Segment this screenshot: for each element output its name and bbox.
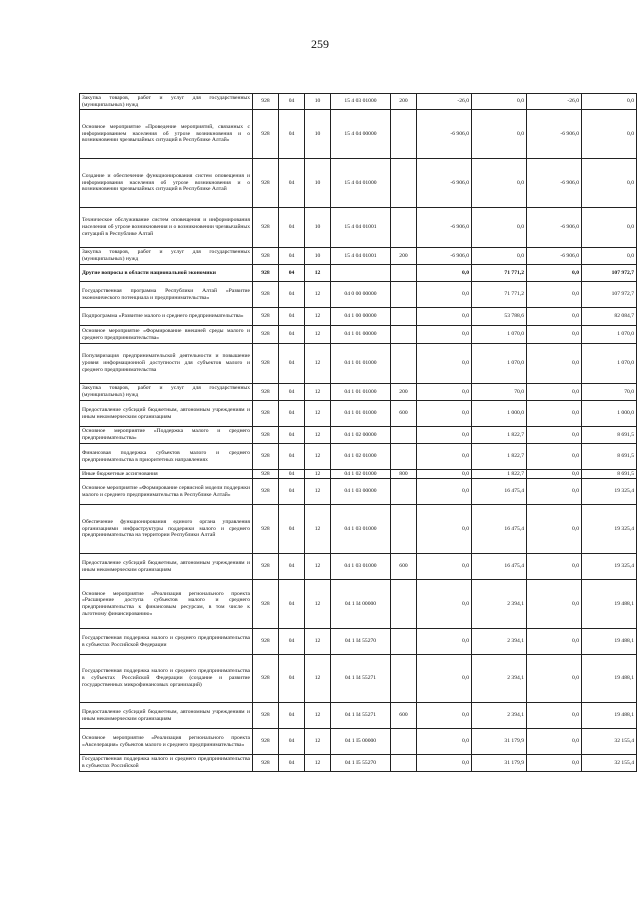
row-name-cell: Обеспечение функционирования единого органа управления организациями инфраструктуры поддержки малого и среднего предпринимательства на территории Республики Алтай — [80, 505, 253, 554]
target-article-cell: 04 0 00 00000 — [331, 282, 391, 308]
section-cell: 04 — [279, 729, 305, 755]
expense-type-cell — [391, 308, 417, 326]
amount-year2-cell: 19 488,1 — [582, 655, 637, 703]
target-article-cell: 04 1 01 01000 — [331, 384, 391, 401]
amount-change-year1-cell: 0,0 — [417, 444, 472, 470]
target-article-cell — [331, 265, 391, 282]
section-cell: 04 — [279, 384, 305, 401]
subsection-cell: 12 — [305, 629, 331, 655]
amount-year2-cell: 1 070,0 — [582, 326, 637, 344]
amount-change-year1-cell: 0,0 — [417, 554, 472, 580]
grbs-cell: 928 — [253, 703, 279, 729]
subsection-cell: 10 — [305, 159, 331, 208]
row-name-cell: Государственная поддержка малого и среднего предпринимательства в субъектах Российской — [80, 755, 253, 772]
row-name-cell: Предоставление субсидий бюджетным, автономным учреждениям и иным некоммерческим организациям — [80, 554, 253, 580]
table-row — [80, 629, 637, 655]
subsection-cell: 12 — [305, 729, 331, 755]
table-row — [80, 444, 637, 470]
expense-type-cell: 200 — [391, 94, 417, 110]
amount-change-year1-cell: 0,0 — [417, 427, 472, 444]
table-row — [80, 159, 637, 208]
amount-change-year1-cell: 0,0 — [417, 308, 472, 326]
amount-year1-cell: 70,0 — [472, 384, 527, 401]
amount-year2-cell: 107 972,7 — [582, 282, 637, 308]
subsection-cell: 12 — [305, 344, 331, 384]
row-name-cell: Финансовая поддержка субъектов малого и среднего предпринимательства в приоритетных направлениях — [80, 444, 253, 470]
amount-year1-cell: 16 475,4 — [472, 505, 527, 554]
amount-change-year1-cell: 0,0 — [417, 401, 472, 427]
target-article-cell: 15 4 04 00000 — [331, 110, 391, 159]
amount-change-year1-cell: 0,0 — [417, 729, 472, 755]
table-row — [80, 401, 637, 427]
table-row — [80, 427, 637, 444]
expense-type-cell — [391, 265, 417, 282]
amount-year2-cell: 19 325,4 — [582, 479, 637, 505]
amount-change-year1-cell: 0,0 — [417, 580, 472, 629]
amount-change-year1-cell: 0,0 — [417, 282, 472, 308]
row-name-cell: Создание и обеспечение функционирования систем оповещения и информирования населения об угрозе возникновения и о возникновении чрезвычайных ситуаций в Республике Алтай — [80, 159, 253, 208]
amount-year1-cell: 71 771,2 — [472, 265, 527, 282]
section-cell: 04 — [279, 344, 305, 384]
amount-change-year2-cell: 0,0 — [527, 344, 582, 384]
amount-year2-cell: 8 691,5 — [582, 444, 637, 470]
amount-year2-cell: 70,0 — [582, 384, 637, 401]
amount-year1-cell: 1 070,0 — [472, 344, 527, 384]
grbs-cell: 928 — [253, 159, 279, 208]
row-name-cell: Основное мероприятие «Формирование сервисной модели поддержки малого и среднего предпринимательства в Республике Алтай» — [80, 479, 253, 505]
subsection-cell: 12 — [305, 444, 331, 470]
amount-year2-cell: 0,0 — [582, 94, 637, 110]
amount-year1-cell: 0,0 — [472, 94, 527, 110]
amount-change-year1-cell: -6 906,0 — [417, 159, 472, 208]
amount-year1-cell: 1 822,7 — [472, 427, 527, 444]
subsection-cell: 10 — [305, 248, 331, 265]
target-article-cell: 04 1 01 00000 — [331, 326, 391, 344]
expense-type-cell — [391, 444, 417, 470]
expense-type-cell — [391, 282, 417, 308]
section-cell: 04 — [279, 479, 305, 505]
amount-change-year1-cell: 0,0 — [417, 326, 472, 344]
amount-change-year1-cell: -6 906,0 — [417, 248, 472, 265]
expense-type-cell — [391, 629, 417, 655]
subsection-cell: 12 — [305, 265, 331, 282]
section-cell: 04 — [279, 470, 305, 479]
subsection-cell: 10 — [305, 94, 331, 110]
subsection-cell: 12 — [305, 655, 331, 703]
amount-change-year2-cell: 0,0 — [527, 326, 582, 344]
target-article-cell: 04 1 I5 55270 — [331, 755, 391, 772]
amount-year2-cell: 1 070,0 — [582, 344, 637, 384]
amount-year2-cell: 19 488,1 — [582, 580, 637, 629]
section-cell: 04 — [279, 401, 305, 427]
table-row — [80, 384, 637, 401]
amount-year1-cell: 31 179,9 — [472, 755, 527, 772]
expense-type-cell: 200 — [391, 248, 417, 265]
expense-type-cell: 600 — [391, 554, 417, 580]
amount-year1-cell: 2 394,1 — [472, 580, 527, 629]
budget-table — [79, 93, 637, 772]
amount-year1-cell: 0,0 — [472, 159, 527, 208]
grbs-cell: 928 — [253, 265, 279, 282]
budget-table-body — [80, 94, 637, 772]
table-row — [80, 479, 637, 505]
subsection-cell: 12 — [305, 470, 331, 479]
amount-year2-cell: 32 155,4 — [582, 755, 637, 772]
section-cell: 04 — [279, 703, 305, 729]
amount-year1-cell: 16 475,4 — [472, 479, 527, 505]
amount-change-year1-cell: 0,0 — [417, 655, 472, 703]
amount-year2-cell: 0,0 — [582, 248, 637, 265]
section-cell: 04 — [279, 505, 305, 554]
row-name-cell: Иные бюджетные ассигнования — [80, 470, 253, 479]
amount-change-year2-cell: 0,0 — [527, 505, 582, 554]
grbs-cell: 928 — [253, 326, 279, 344]
amount-change-year2-cell: -6 906,0 — [527, 110, 582, 159]
grbs-cell: 928 — [253, 629, 279, 655]
grbs-cell: 928 — [253, 505, 279, 554]
target-article-cell: 04 1 I4 00000 — [331, 580, 391, 629]
target-article-cell: 04 1 00 00000 — [331, 308, 391, 326]
subsection-cell: 10 — [305, 208, 331, 248]
table-row — [80, 94, 637, 110]
section-cell: 04 — [279, 326, 305, 344]
amount-year2-cell: 0,0 — [582, 110, 637, 159]
row-name-cell: Подпрограмма «Развитие малого и среднего предпринимательства» — [80, 308, 253, 326]
table-row — [80, 505, 637, 554]
expense-type-cell — [391, 729, 417, 755]
amount-change-year1-cell: 0,0 — [417, 505, 472, 554]
section-cell: 04 — [279, 208, 305, 248]
grbs-cell: 928 — [253, 479, 279, 505]
amount-change-year1-cell: 0,0 — [417, 629, 472, 655]
expense-type-cell: 800 — [391, 470, 417, 479]
subsection-cell: 12 — [305, 755, 331, 772]
row-name-cell: Основное мероприятие «Реализация регионального проекта «Акселерация» субъектов малого и среднего предпринимательства» — [80, 729, 253, 755]
amount-year1-cell: 31 179,9 — [472, 729, 527, 755]
row-name-cell: Государственная поддержка малого и среднего предпринимательства в субъектах Российской Федерации — [80, 629, 253, 655]
grbs-cell: 928 — [253, 344, 279, 384]
row-name-cell: Основное мероприятие «Реализация регионального проекта «Расширение доступа субъектов малого и среднего предпринимательства к финансовым ресурсам, в том числе к льготному финансированию» — [80, 580, 253, 629]
row-name-cell: Государственная программа Республики Алтай «Развитие экономического потенциала и предпринимательства» — [80, 282, 253, 308]
grbs-cell: 928 — [253, 248, 279, 265]
amount-year2-cell: 1 000,0 — [582, 401, 637, 427]
amount-year2-cell: 19 325,4 — [582, 505, 637, 554]
target-article-cell: 04 1 03 01000 — [331, 505, 391, 554]
amount-change-year2-cell: -6 906,0 — [527, 248, 582, 265]
amount-change-year1-cell: 0,0 — [417, 703, 472, 729]
grbs-cell: 928 — [253, 470, 279, 479]
row-name-cell: Популяризация предпринимательской деятельности и повышение уровня информационной доступности для субъектов малого и среднего предпринимательства — [80, 344, 253, 384]
amount-year2-cell: 107 972,7 — [582, 265, 637, 282]
row-name-cell: Техническое обслуживание систем оповещения и информирования населения об угрозе возникновения и о возникновении чрезвычайных ситуаций в Республике Алтай — [80, 208, 253, 248]
table-row — [80, 729, 637, 755]
table-row — [80, 703, 637, 729]
target-article-cell: 15 4 04 01000 — [331, 159, 391, 208]
amount-change-year1-cell: -26,0 — [417, 94, 472, 110]
amount-year1-cell: 2 394,1 — [472, 703, 527, 729]
table-row — [80, 110, 637, 159]
grbs-cell: 928 — [253, 308, 279, 326]
row-name-cell: Основное мероприятие «Формирование внешней среды малого и среднего предпринимательства» — [80, 326, 253, 344]
row-name-cell: Основное мероприятие «Проведение мероприятий, связанных с информированием населения об угрозе возникновения и о возникновении чрезвычайных ситуаций в Республике Алтай» — [80, 110, 253, 159]
amount-year2-cell: 19 488,1 — [582, 703, 637, 729]
amount-change-year2-cell: 0,0 — [527, 655, 582, 703]
target-article-cell: 04 1 02 00000 — [331, 427, 391, 444]
grbs-cell: 928 — [253, 110, 279, 159]
amount-change-year1-cell: -6 906,0 — [417, 208, 472, 248]
target-article-cell: 04 1 I4 55270 — [331, 629, 391, 655]
target-article-cell: 04 1 02 01000 — [331, 444, 391, 470]
amount-change-year2-cell: -6 906,0 — [527, 208, 582, 248]
subsection-cell: 12 — [305, 326, 331, 344]
grbs-cell: 928 — [253, 208, 279, 248]
grbs-cell: 928 — [253, 427, 279, 444]
table-row — [80, 208, 637, 248]
amount-year1-cell: 1 822,7 — [472, 470, 527, 479]
amount-change-year1-cell: 0,0 — [417, 265, 472, 282]
expense-type-cell — [391, 326, 417, 344]
amount-year1-cell: 53 788,6 — [472, 308, 527, 326]
subsection-cell: 12 — [305, 554, 331, 580]
row-name-cell: Закупка товаров, работ и услуг для государственных (муниципальных) нужд — [80, 384, 253, 401]
table-row — [80, 308, 637, 326]
amount-year1-cell: 2 394,1 — [472, 629, 527, 655]
expense-type-cell: 600 — [391, 401, 417, 427]
target-article-cell: 04 1 01 01000 — [331, 401, 391, 427]
target-article-cell: 04 1 I5 00000 — [331, 729, 391, 755]
amount-change-year2-cell: 0,0 — [527, 265, 582, 282]
amount-change-year1-cell: 0,0 — [417, 470, 472, 479]
subsection-cell: 12 — [305, 401, 331, 427]
expense-type-cell — [391, 110, 417, 159]
target-article-cell: 15 4 04 01001 — [331, 208, 391, 248]
amount-year2-cell: 0,0 — [582, 159, 637, 208]
section-cell: 04 — [279, 282, 305, 308]
amount-year1-cell: 0,0 — [472, 208, 527, 248]
subsection-cell: 12 — [305, 479, 331, 505]
amount-year2-cell: 8 691,5 — [582, 470, 637, 479]
section-cell: 04 — [279, 629, 305, 655]
expense-type-cell — [391, 580, 417, 629]
expense-type-cell — [391, 159, 417, 208]
amount-change-year2-cell: 0,0 — [527, 703, 582, 729]
section-cell: 04 — [279, 308, 305, 326]
subsection-cell: 12 — [305, 505, 331, 554]
row-name-cell: Закупка товаров, работ и услуг для государственных (муниципальных) нужд — [80, 248, 253, 265]
table-row — [80, 282, 637, 308]
target-article-cell: 04 1 02 01000 — [331, 470, 391, 479]
amount-change-year2-cell: -26,0 — [527, 94, 582, 110]
amount-change-year1-cell: 0,0 — [417, 755, 472, 772]
target-article-cell: 04 1 I4 55271 — [331, 655, 391, 703]
amount-change-year2-cell: 0,0 — [527, 444, 582, 470]
amount-year1-cell: 71 771,2 — [472, 282, 527, 308]
amount-change-year2-cell: 0,0 — [527, 282, 582, 308]
amount-year2-cell: 32 155,4 — [582, 729, 637, 755]
grbs-cell: 928 — [253, 282, 279, 308]
amount-year2-cell: 8 691,5 — [582, 427, 637, 444]
amount-year1-cell: 2 394,1 — [472, 655, 527, 703]
subsection-cell: 12 — [305, 580, 331, 629]
target-article-cell: 04 1 I4 55271 — [331, 703, 391, 729]
grbs-cell: 928 — [253, 755, 279, 772]
row-name-cell: Предоставление субсидий бюджетным, автономным учреждениям и иным некоммерческим организациям — [80, 703, 253, 729]
expense-type-cell: 600 — [391, 703, 417, 729]
grbs-cell: 928 — [253, 729, 279, 755]
amount-change-year1-cell: 0,0 — [417, 344, 472, 384]
row-name-cell: Закупка товаров, работ и услуг для государственных (муниципальных) нужд — [80, 94, 253, 110]
subsection-cell: 12 — [305, 703, 331, 729]
amount-change-year2-cell: 0,0 — [527, 470, 582, 479]
row-name-cell: Основное мероприятие «Поддержка малого и среднего предпринимательства» — [80, 427, 253, 444]
target-article-cell: 04 1 01 01000 — [331, 344, 391, 384]
expense-type-cell — [391, 344, 417, 384]
subsection-cell: 10 — [305, 110, 331, 159]
target-article-cell: 04 1 03 01000 — [331, 554, 391, 580]
section-cell: 04 — [279, 444, 305, 470]
expense-type-cell — [391, 208, 417, 248]
amount-change-year2-cell: 0,0 — [527, 479, 582, 505]
expense-type-cell — [391, 655, 417, 703]
table-row — [80, 326, 637, 344]
amount-change-year1-cell: 0,0 — [417, 384, 472, 401]
grbs-cell: 928 — [253, 401, 279, 427]
section-cell: 04 — [279, 427, 305, 444]
table-row — [80, 470, 637, 479]
amount-year1-cell: 1 000,0 — [472, 401, 527, 427]
subsection-cell: 12 — [305, 308, 331, 326]
row-name-cell: Другие вопросы в области национальной экономики — [80, 265, 253, 282]
target-article-cell: 15 4 04 01001 — [331, 248, 391, 265]
table-row — [80, 554, 637, 580]
table-row — [80, 580, 637, 629]
amount-change-year2-cell: 0,0 — [527, 401, 582, 427]
grbs-cell: 928 — [253, 655, 279, 703]
target-article-cell: 04 1 03 00000 — [331, 479, 391, 505]
amount-year2-cell: 19 488,1 — [582, 629, 637, 655]
table-row — [80, 344, 637, 384]
amount-year2-cell: 82 084,7 — [582, 308, 637, 326]
grbs-cell: 928 — [253, 384, 279, 401]
expense-type-cell — [391, 505, 417, 554]
expense-type-cell — [391, 479, 417, 505]
table-row — [80, 248, 637, 265]
grbs-cell: 928 — [253, 580, 279, 629]
amount-year1-cell: 1 070,0 — [472, 326, 527, 344]
amount-change-year2-cell: 0,0 — [527, 629, 582, 655]
amount-year1-cell: 16 475,4 — [472, 554, 527, 580]
grbs-cell: 928 — [253, 444, 279, 470]
section-cell: 04 — [279, 110, 305, 159]
section-cell: 04 — [279, 655, 305, 703]
table-row — [80, 755, 637, 772]
amount-change-year1-cell: 0,0 — [417, 479, 472, 505]
amount-change-year2-cell: 0,0 — [527, 755, 582, 772]
target-article-cell: 15 4 03 01000 — [331, 94, 391, 110]
amount-year2-cell: 0,0 — [582, 208, 637, 248]
row-name-cell: Предоставление субсидий бюджетным, автономным учреждениям и иным некоммерческим организациям — [80, 401, 253, 427]
section-cell: 04 — [279, 248, 305, 265]
page-number: 259 — [311, 37, 329, 51]
subsection-cell: 12 — [305, 282, 331, 308]
table-row — [80, 655, 637, 703]
amount-change-year2-cell: 0,0 — [527, 554, 582, 580]
section-cell: 04 — [279, 580, 305, 629]
expense-type-cell: 200 — [391, 384, 417, 401]
amount-year1-cell: 0,0 — [472, 248, 527, 265]
row-name-cell: Государственная поддержка малого и среднего предпринимательства в субъектах Российской Федерации (создание и развитие государственных микрофинансовых организаций) — [80, 655, 253, 703]
section-cell: 04 — [279, 265, 305, 282]
section-cell: 04 — [279, 755, 305, 772]
amount-year1-cell: 1 822,7 — [472, 444, 527, 470]
amount-change-year2-cell: 0,0 — [527, 729, 582, 755]
table-row — [80, 265, 637, 282]
amount-year2-cell: 19 325,4 — [582, 554, 637, 580]
section-cell: 04 — [279, 554, 305, 580]
amount-change-year2-cell: 0,0 — [527, 580, 582, 629]
section-cell: 04 — [279, 159, 305, 208]
amount-change-year2-cell: 0,0 — [527, 384, 582, 401]
amount-change-year2-cell: 0,0 — [527, 427, 582, 444]
subsection-cell: 12 — [305, 427, 331, 444]
expense-type-cell — [391, 427, 417, 444]
grbs-cell: 928 — [253, 94, 279, 110]
expense-type-cell — [391, 755, 417, 772]
section-cell: 04 — [279, 94, 305, 110]
subsection-cell: 12 — [305, 384, 331, 401]
amount-change-year2-cell: -6 906,0 — [527, 159, 582, 208]
amount-change-year2-cell: 0,0 — [527, 308, 582, 326]
amount-year1-cell: 0,0 — [472, 110, 527, 159]
amount-change-year1-cell: -6 906,0 — [417, 110, 472, 159]
grbs-cell: 928 — [253, 554, 279, 580]
